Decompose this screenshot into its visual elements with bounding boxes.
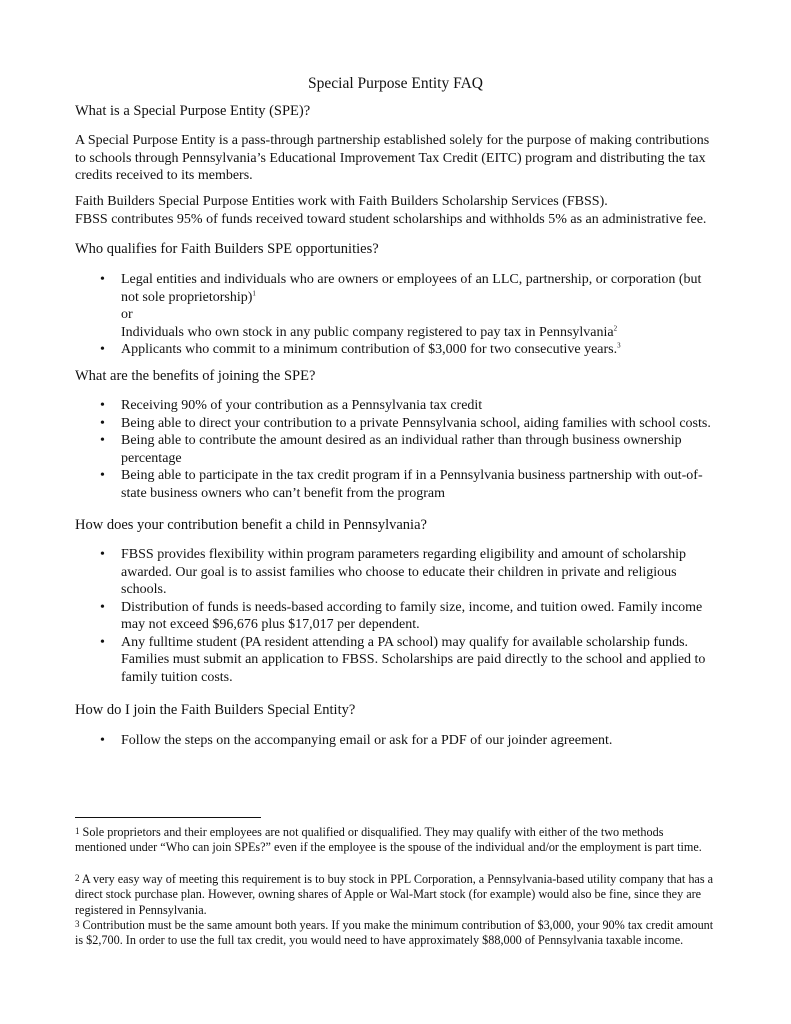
section-heading: What is a Special Purpose Entity (SPE)? xyxy=(75,103,311,119)
bullet-icon: • xyxy=(100,433,105,448)
list-item-text: Distribution of funds is needs-based according to family size, income, and tuition owed. Family income may not exceed $96,676 plus $17,017 per dependent. xyxy=(121,599,703,632)
footnote-number: 1 xyxy=(75,826,80,836)
list-item xyxy=(75,432,715,467)
qualifies-list xyxy=(75,271,715,359)
list-item xyxy=(75,732,715,750)
footnote xyxy=(75,918,715,949)
footnote-text: A very easy way of meeting this requirement is to buy stock in PPL Corporation, a Pennsylvania-based utility company that has a direct stock purchase plan. However, owning shares of Apple or Wal-Mart stock (for example) would also be fine, since they are registered in Pennsylvania. xyxy=(75,872,714,917)
contribution-list xyxy=(75,546,715,686)
or-text: or xyxy=(121,307,133,322)
list-item-text: Being able to participate in the tax credit program if in a Pennsylvania business partnership with out-of-state business owners who can’t benefit from the program xyxy=(121,468,703,501)
footnote-divider xyxy=(75,817,261,818)
list-item-text: Individuals who own stock in any public company registered to pay tax in Pennsylvania xyxy=(121,324,614,340)
bullet-icon: • xyxy=(100,342,105,357)
footnote-text: Sole proprietors and their employees are not qualified or disqualified. They may qualify with either of the two methods mentioned under “Who can join SPEs?” even if the employee is the spouse of the individual and/or the employment is part time. xyxy=(75,825,702,855)
section-who-qualifies xyxy=(75,241,715,259)
list-item xyxy=(75,467,715,502)
list-item xyxy=(75,397,715,415)
bullet-icon: • xyxy=(100,547,105,562)
join-list xyxy=(75,732,715,750)
paragraph: FBSS contributes 95% of funds received toward student scholarships and withholds 5% as an administrative fee. xyxy=(75,211,707,227)
footnote-number: 2 xyxy=(75,873,80,883)
list-item xyxy=(75,271,715,341)
list-item xyxy=(75,415,715,433)
section-what-is-spe xyxy=(75,103,715,121)
footnote xyxy=(75,872,715,918)
benefits-list xyxy=(75,397,715,502)
document-title: Special Purpose Entity FAQ xyxy=(308,75,483,92)
footnote-ref: 3 xyxy=(617,341,621,350)
paragraph: A Special Purpose Entity is a pass-through partnership established solely for the purpose of making contributions to schools through Pennsylvania’s Educational Improvement Tax Credit (EITC) program and distributing the tax credits received to its members. xyxy=(75,133,710,183)
bullet-icon: • xyxy=(100,599,105,615)
bullet-icon: • xyxy=(100,272,105,287)
section-how-to-join xyxy=(75,702,715,720)
list-item-text: Any fulltime student (PA resident attending a PA school) may qualify for available scholarship funds. Families must submit an application to FBSS. Scholarships are paid directly to the school and applied to family tuition costs. xyxy=(121,634,706,685)
bullet-icon: • xyxy=(100,733,105,748)
list-item-text: Receiving 90% of your contribution as a Pennsylvania tax credit xyxy=(121,398,483,413)
footnote-ref: 1 xyxy=(252,288,256,297)
section-fbss-body xyxy=(75,193,715,228)
list-item xyxy=(75,546,715,599)
section-what-is-spe-body xyxy=(75,132,715,185)
section-heading: Who qualifies for Faith Builders SPE opportunities? xyxy=(75,241,379,257)
paragraph: Faith Builders Special Purpose Entities work with Faith Builders Scholarship Services (FBSS). xyxy=(75,194,608,209)
footnote-number: 3 xyxy=(75,919,80,929)
list-item-text: Being able to contribute the amount desired as an individual rather than through business ownership percentage xyxy=(121,433,682,466)
bullet-icon: • xyxy=(100,398,105,413)
section-heading: How do I join the Faith Builders Special Entity? xyxy=(75,702,356,718)
bullet-icon: • xyxy=(100,415,105,431)
footnote-text: Contribution must be the same amount both years. If you make the minimum contribution of $3,000, your 90% tax credit amount is $2,700. In order to use the full tax credit, you would need to have approximately $88,000 of Pennsylvania taxable income. xyxy=(75,918,714,948)
section-contribution-benefit xyxy=(75,517,715,535)
section-benefits xyxy=(75,368,715,386)
footnote xyxy=(75,825,715,856)
list-item xyxy=(75,634,715,687)
list-item xyxy=(75,341,715,359)
list-item-text: Being able to direct your contribution to a private Pennsylvania school, aiding families with school costs. xyxy=(121,415,711,431)
bullet-icon: • xyxy=(100,634,105,650)
bullet-icon: • xyxy=(100,468,105,483)
section-heading: How does your contribution benefit a child in Pennsylvania? xyxy=(75,517,427,533)
list-item xyxy=(75,599,715,634)
footnote-ref: 2 xyxy=(613,323,618,332)
list-item-text: Legal entities and individuals who are owners or employees of an LLC, partnership, or corporation (but not sole proprietorship) xyxy=(121,272,702,305)
section-heading: What are the benefits of joining the SPE? xyxy=(75,368,316,384)
list-item-text: Applicants who commit to a minimum contribution of $3,000 for two consecutive years. xyxy=(121,342,618,357)
list-item-text: FBSS provides flexibility within program parameters regarding eligibility and amount of scholarship awarded. Our goal is to assist families who choose to educate their children in private and religious schools. xyxy=(121,547,686,597)
list-item-text: Follow the steps on the accompanying email or ask for a PDF of our joinder agreement. xyxy=(121,733,613,748)
